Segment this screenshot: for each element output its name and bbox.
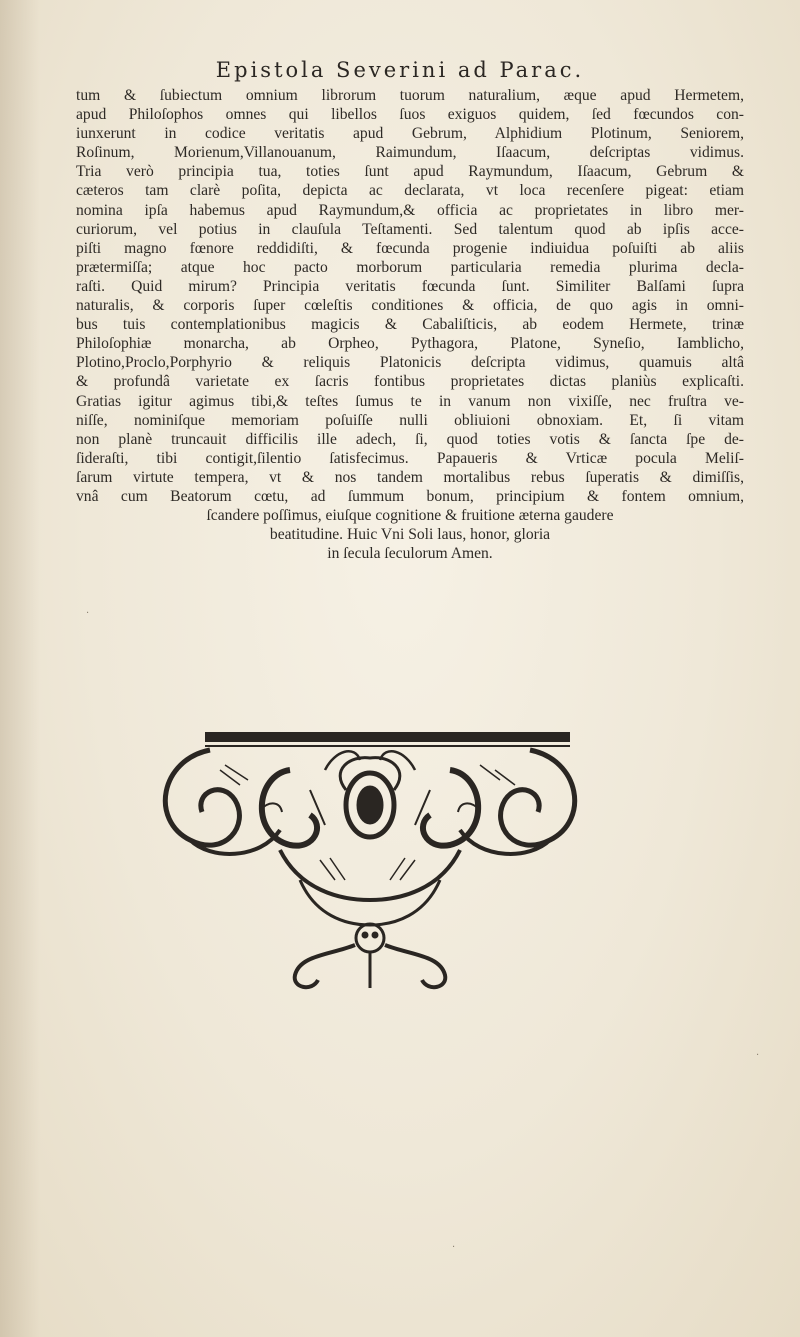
text-line: naturalis, & corporis ſuper cœleſtis conditiones & officia, de quo agis in omni-	[76, 297, 744, 315]
text-line: non planè truncauit difficilis ille adech, ſi, quod toties votis & ſancta ſpe de-	[76, 430, 744, 448]
page-gutter-shadow	[0, 0, 40, 1337]
page-speck: ·	[86, 608, 90, 619]
page-speck: ·	[452, 1242, 456, 1253]
text-line: Tria verò principia tua, toties ſunt apud Raymundum, Iſaacum, Gebrum &	[76, 163, 744, 181]
closing-line: in ſecula ſeculorum Amen.	[327, 545, 493, 563]
text-line: apud Philoſophos omnes qui libellos ſuos exiguos quidem, ſed fœcundos con-	[76, 106, 744, 124]
page-speck: ·	[756, 1050, 760, 1061]
text-line: Gratias igitur agimus tibi,& teſtes ſumus te in vanum non vixiſſe, nec fruſtra ve-	[76, 392, 744, 410]
text-line: Philoſophiæ monarcha, ab Orpheo, Pythagora, Platone, Syneſio, Iamblicho,	[76, 335, 744, 353]
text-line: nomina ipſa habemus apud Raymundum,& officia ac proprietates in libro mer-	[76, 201, 744, 219]
text-line: prætermiſſa; atque hoc pacto morborum particularia remedia plurima decla-	[76, 258, 744, 276]
closing-line: beatitudine. Huic Vni Soli laus, honor, gloria	[269, 526, 551, 544]
text-line: niſſe, nominiſque memoriam poſuiſſe nulli obliuioni obnoxiam. Et, ſi vitam	[76, 411, 744, 429]
text-line: & profundâ varietate ex ſacris fontibus proprietates dictas planiùs explicaſti.	[76, 373, 744, 391]
text-line: cæteros tam clarè poſita, depicta ac declarata, vt loca recenſere pigeat: etiam	[76, 182, 744, 200]
text-line: Plotino,Proclo,Porphyrio & reliquis Platonicis deſcripta vidimus, quamuis altâ	[76, 354, 744, 372]
text-line: Roſinum, Morienum,Villanouanum, Raimundum, Iſaacum, deſcriptas vidimus.	[76, 144, 744, 162]
body-text	[76, 86, 744, 563]
text-line: iunxerunt in codice veritatis apud Gebrum, Alphidium Plotinum, Seniorem,	[76, 125, 744, 143]
text-line: tum & ſubiectum omnium librorum tuorum naturalium, æque apud Hermetem,	[76, 87, 744, 104]
text-line: ſarum virtute tempera, vt & nos tandem mortalibus rebus ſuperatis & dimiſſis,	[76, 468, 744, 486]
tailpiece-ornament	[150, 730, 590, 990]
text-line: ſcandere poſſimus, eiuſque cognitione & fruitione æterna gaudere	[206, 507, 614, 525]
text-line: curiorum, vel potius in clauſula Teſtamenti. Sed talentum quod ab ipſis acce-	[76, 220, 744, 238]
running-head: Epistola Severini ad Parac.	[215, 58, 585, 82]
text-line: piſti magno fœnore reddidiſti, & fœcunda progenie indiuidua poſuiſti ab aliis	[76, 239, 744, 257]
text-line: vnâ cum Beatorum cœtu, ad ſummum bonum, principium & fontem omnium,	[76, 487, 744, 505]
text-line: raſti. Quid mirum? Principia veritatis fœcunda ſunt. Similiter Balſami ſupra	[76, 277, 744, 295]
text-line: ſideraſti, tibi contigit,ſilentio ſatisfecimus. Papaueris & Vrticæ pocula Meliſ-	[76, 449, 744, 467]
text-line: bus tuis contemplationibus magicis & Cabaliſticis, ab eodem Hermete, trinæ	[76, 316, 744, 334]
